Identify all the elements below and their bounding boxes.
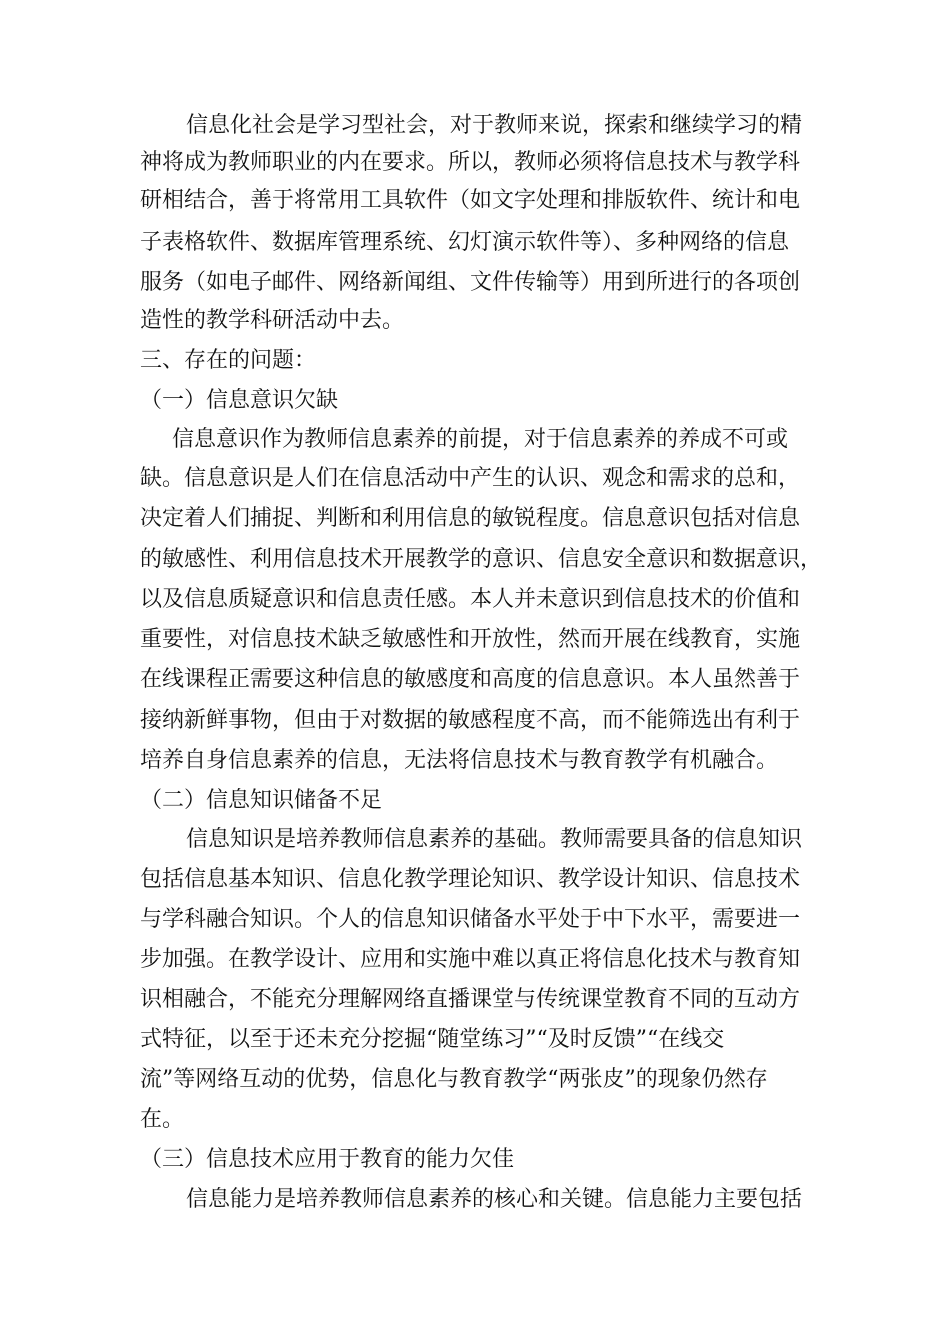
paragraph-line: 流”等网络互动的优势，信息化与教育教学“两张皮”的现象仍然存 xyxy=(140,1067,768,1092)
paragraph-line: 信息意识作为教师信息素养的前提，对于信息素养的养成不可或 xyxy=(172,427,789,452)
subsection-heading: （一）信息意识欠缺 xyxy=(140,388,339,413)
paragraph-line: 式特征，以至于还未充分挖掘“随堂练习”“及时反馈”“在线交 xyxy=(140,1027,725,1052)
paragraph-line: 研相结合，善于将常用工具软件（如文字处理和排版软件、统计和电 xyxy=(140,188,801,213)
paragraph-line: 的敏感性、利用信息技术开展教学的意识、信息安全意识和数据意识， xyxy=(140,547,823,572)
paragraph-line: 以及信息质疑意识和信息责任感。本人并未意识到信息技术的价值和 xyxy=(140,587,801,612)
paragraph-line: 步加强。在教学设计、应用和实施中难以真正将信息化技术与教育知 xyxy=(140,947,801,972)
paragraph-line: 信息能力是培养教师信息素养的核心和关键。信息能力主要包括 xyxy=(186,1187,803,1212)
paragraph-line: 包括信息基本知识、信息化教学理论知识、教学设计知识、信息技术 xyxy=(140,867,801,892)
paragraph-line: 识相融合，不能充分理解网络直播课堂与传统课堂教育不同的互动方 xyxy=(140,987,801,1012)
paragraph-line: 信息化社会是学习型社会，对于教师来说，探索和继续学习的精 xyxy=(186,113,803,138)
subsection-heading: （二）信息知识储备不足 xyxy=(140,788,383,813)
paragraph-line: 培养自身信息素养的信息，无法将信息技术与教育教学有机融合。 xyxy=(140,748,779,773)
subsection-heading: （三）信息技术应用于教育的能力欠佳 xyxy=(140,1147,515,1172)
paragraph-line: 服务（如电子邮件、网络新闻组、文件传输等）用到所进行的各项创 xyxy=(140,270,801,295)
paragraph-line: 神将成为教师职业的内在要求。所以，教师必须将信息技术与教学科 xyxy=(140,150,801,175)
paragraph-line: 决定着人们捕捉、判断和利用信息的敏锐程度。信息意识包括对信息 xyxy=(140,506,801,531)
paragraph-line: 接纳新鲜事物，但由于对数据的敏感程度不高，而不能筛选出有利于 xyxy=(140,708,801,733)
paragraph-line: 重要性，对信息技术缺乏敏感性和开放性，然而开展在线教育，实施 xyxy=(140,627,801,652)
paragraph-line: 在。 xyxy=(140,1107,185,1132)
paragraph-line: 造性的教学科研活动中去。 xyxy=(140,308,405,333)
paragraph-line: 信息知识是培养教师信息素养的基础。教师需要具备的信息知识 xyxy=(186,827,803,852)
paragraph-line: 缺。信息意识是人们在信息活动中产生的认识、观念和需求的总和， xyxy=(140,466,801,491)
paragraph-line: 与学科融合知识。个人的信息知识储备水平处于中下水平，需要进一 xyxy=(140,907,801,932)
paragraph-line: 在线课程正需要这种信息的敏感度和高度的信息意识。本人虽然善于 xyxy=(140,667,801,692)
section-heading: 三、存在的问题： xyxy=(140,348,317,373)
paragraph-line: 子表格软件、数据库管理系统、幻灯演示软件等）、多种网络的信息 xyxy=(140,230,790,255)
